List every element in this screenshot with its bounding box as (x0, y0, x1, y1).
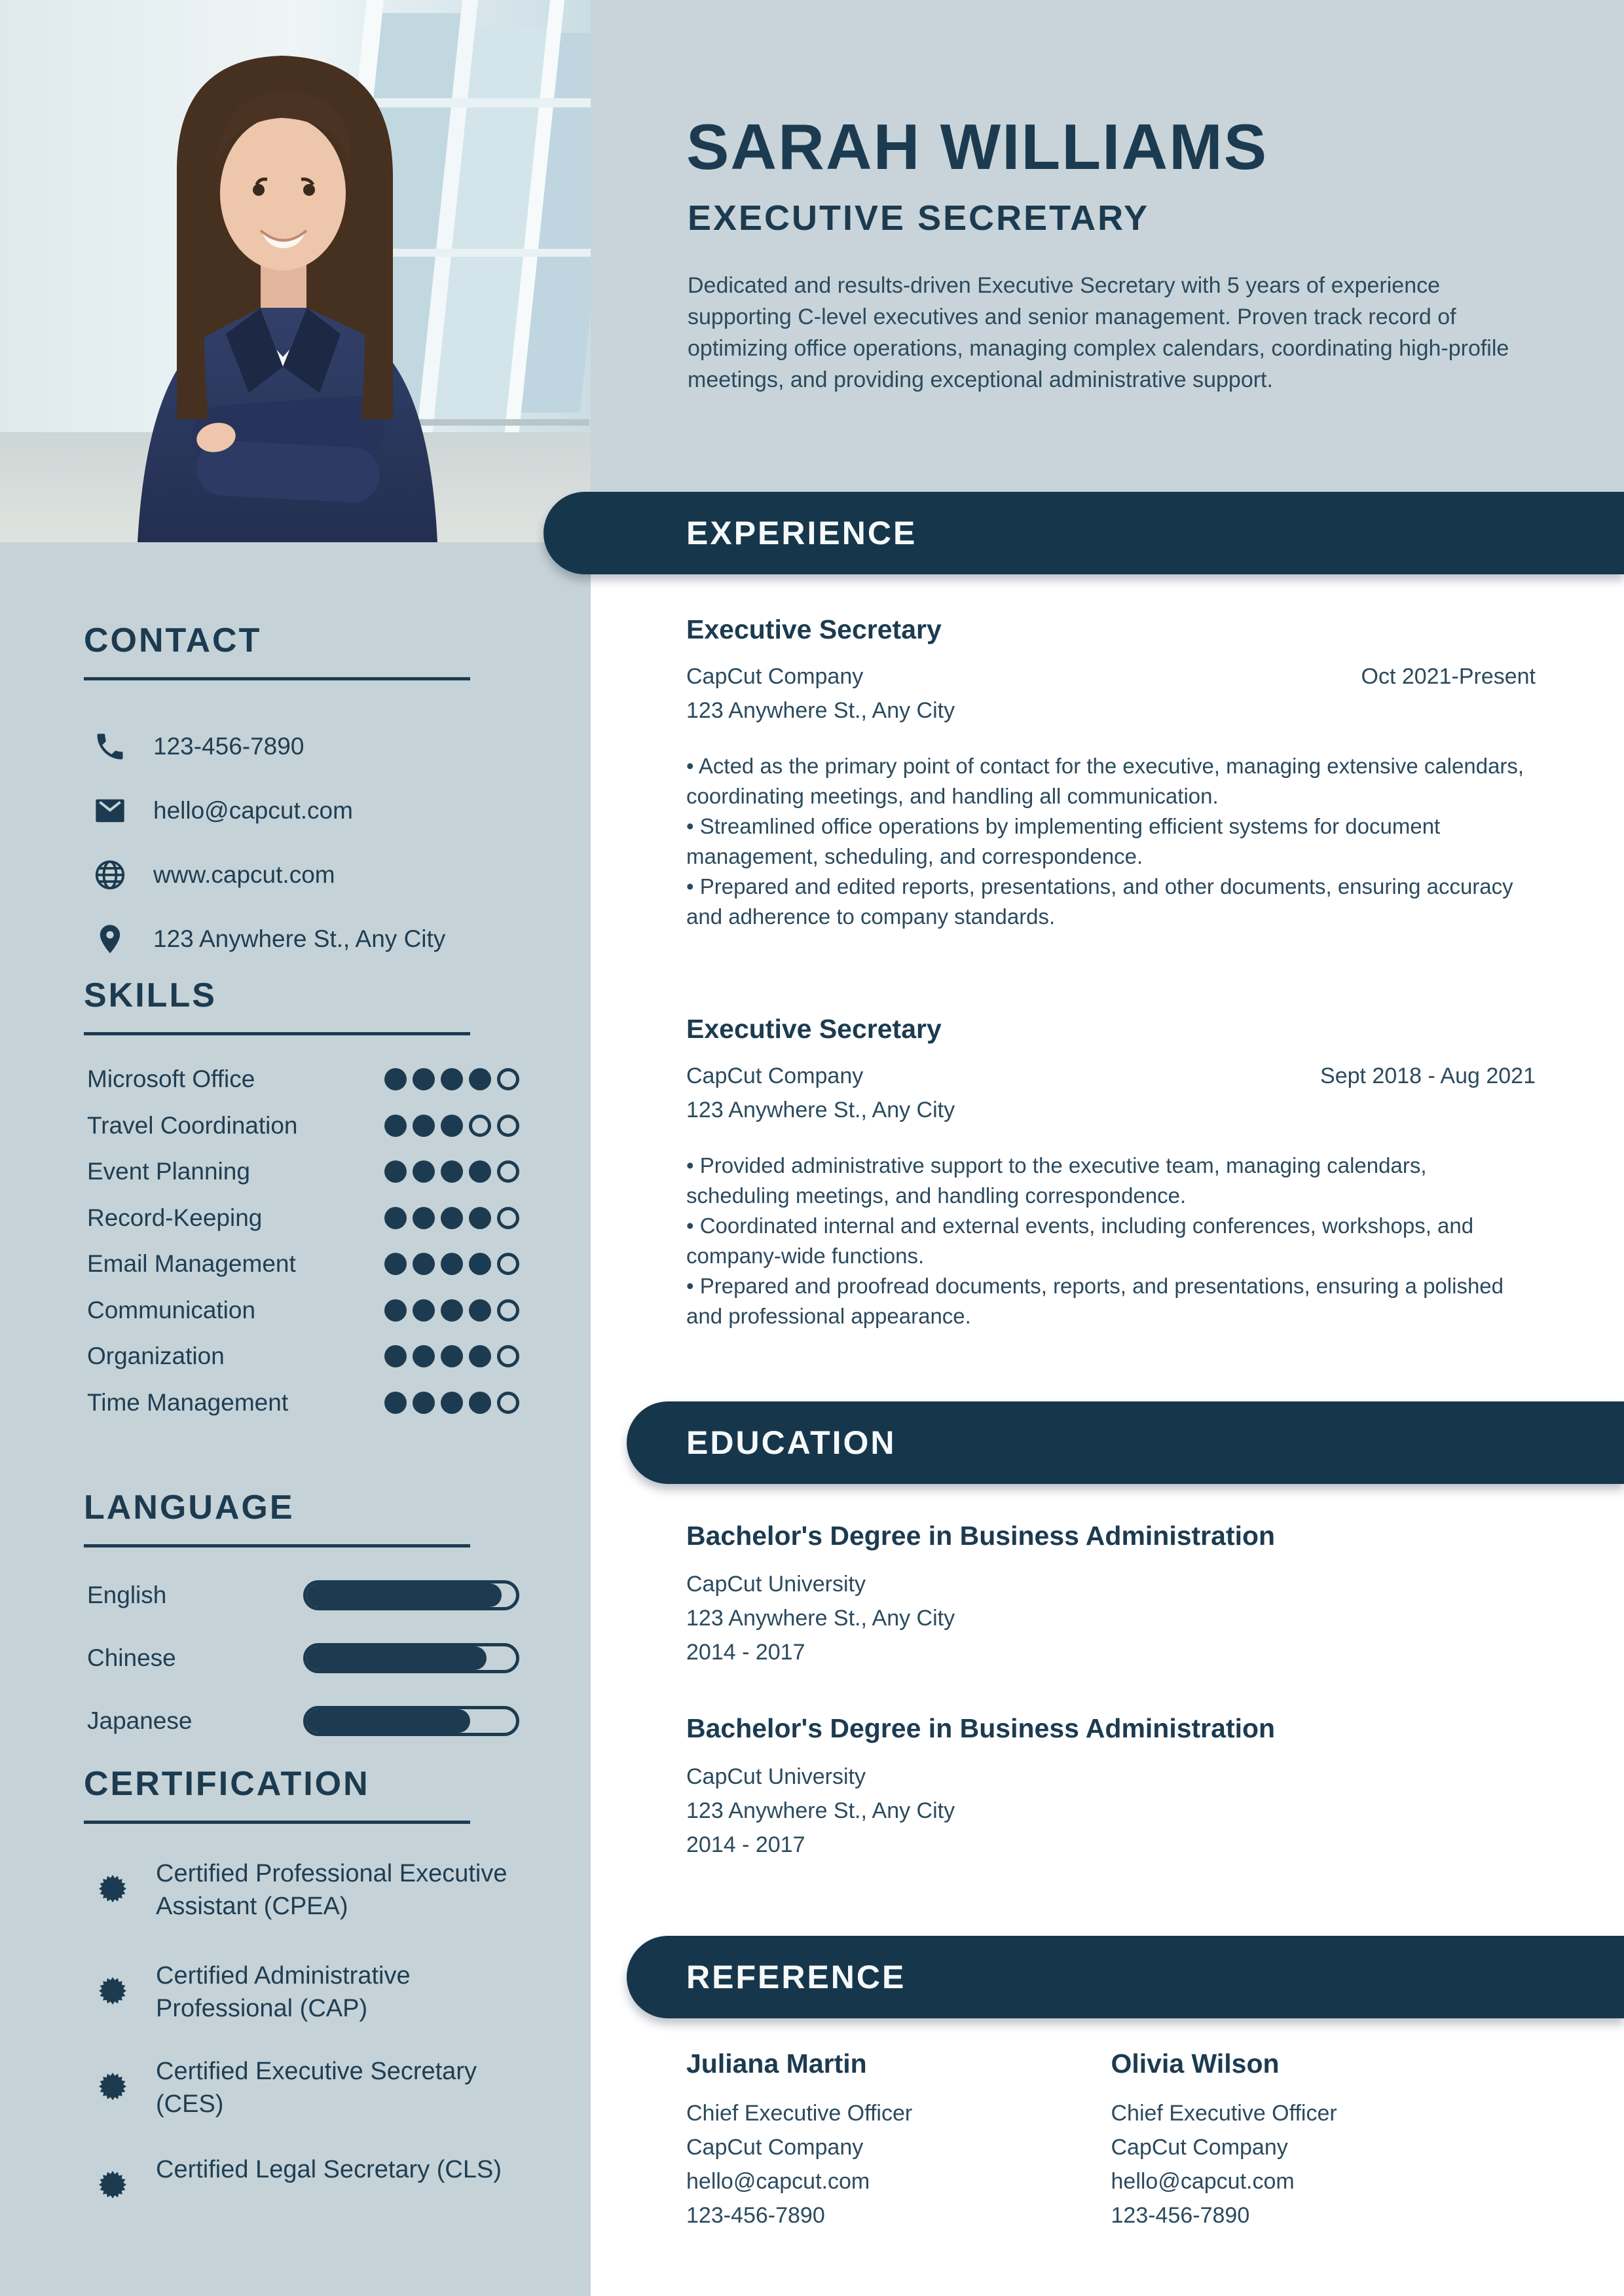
degree-school (686, 1760, 1536, 1794)
job-bullet: • Streamlined office operations by implementing efficient systems for document management, scheduling, and correspondence. (686, 814, 1441, 868)
level-dot-filled (384, 1207, 407, 1229)
skill-label: Communication (87, 1296, 256, 1324)
contact-item (92, 790, 353, 832)
language-item (87, 1577, 519, 1614)
skill-item (87, 1155, 519, 1189)
language-label: English (87, 1582, 167, 1608)
school-location: 123 Anywhere St., Any City (686, 1798, 955, 1823)
email-icon (92, 792, 128, 829)
skill-level-dots (384, 1299, 519, 1322)
job-company: CapCut Company (686, 664, 864, 689)
level-dot-filled (469, 1253, 491, 1275)
person-role: EXECUTIVE SECRETARY (688, 198, 1150, 238)
profile-summary: Dedicated and results-driven Executive Secretary with 5 years of experience supporting C-level executives and senior management. Proven track record of optimizing office operations, managing complex calendars, coordinating high-profile meetings, and providing exceptional administrative support. (688, 273, 1509, 392)
level-dot-filled (469, 1345, 491, 1367)
certification-item (98, 1857, 517, 1923)
phone-icon (92, 728, 128, 765)
reference-name: Olivia Wilson (1111, 2048, 1280, 2079)
level-dot-filled (469, 1160, 491, 1183)
experience-banner (544, 492, 1624, 574)
certificate-seal-icon (98, 1976, 127, 2005)
job-meta (686, 659, 1536, 694)
level-dot-empty (497, 1207, 519, 1229)
level-dot-filled (413, 1299, 435, 1322)
reference-details (686, 2096, 1111, 2232)
certificate-seal-icon (98, 2072, 127, 2101)
experience-heading: EXPERIENCE (686, 515, 917, 551)
reference-name: Juliana Martin (686, 2048, 867, 2079)
level-dot-empty (497, 1160, 519, 1183)
job-bullet: • Provided administrative support to the executive team, managing calendars, scheduling meetings, and handling correspondence. (686, 1153, 1427, 1208)
reference-title: Chief Executive Officer (686, 2101, 913, 2126)
level-dot-filled (413, 1253, 435, 1275)
language-label: Chinese (87, 1644, 176, 1671)
level-dot-filled (384, 1299, 407, 1322)
language-label: Japanese (87, 1707, 193, 1734)
contact-heading: CONTACT (84, 621, 470, 680)
location-icon (92, 921, 128, 957)
certification-text: Certified Legal Secretary (CLS) (156, 2156, 502, 2183)
job-title: Executive Secretary (686, 1014, 942, 1044)
certification-heading: CERTIFICATION (84, 1764, 470, 1824)
language-section (84, 1488, 519, 1547)
education-banner (627, 1401, 1624, 1484)
skill-item (87, 1247, 519, 1281)
language-level-fill (306, 1709, 470, 1733)
level-dot-filled (413, 1345, 435, 1367)
skill-item (87, 1109, 519, 1143)
skill-level-dots (384, 1115, 519, 1137)
degree-years: 2014 - 2017 (686, 1640, 805, 1665)
level-dot-filled (413, 1068, 435, 1090)
language-level-bar (303, 1580, 519, 1610)
level-dot-empty (469, 1115, 491, 1137)
language-level-bar (303, 1706, 519, 1736)
certification-text: Certified Administrative Professional (CAP) (156, 1962, 411, 2022)
level-dot-filled (384, 1160, 407, 1183)
skill-label: Record-Keeping (87, 1204, 263, 1231)
skill-level-dots (384, 1345, 519, 1367)
job-location: 123 Anywhere St., Any City (686, 698, 955, 723)
skill-item (87, 1339, 519, 1373)
language-level-fill (306, 1583, 502, 1607)
contact-item (92, 854, 335, 896)
reference-title: Chief Executive Officer (1111, 2101, 1337, 2126)
certification-item (98, 2153, 517, 2199)
reference-banner (627, 1936, 1624, 2018)
degree-title: Bachelor's Degree in Business Administration (686, 1713, 1276, 1743)
degree-school (686, 1567, 1536, 1601)
job-title: Executive Secretary (686, 614, 942, 644)
degree-title: Bachelor's Degree in Business Administration (686, 1521, 1276, 1551)
job-bullet: • Acted as the primary point of contact for the executive, managing extensive calendars, coordinating meetings, and handling all communication. (686, 754, 1524, 808)
certification-section (84, 1764, 519, 1824)
level-dot-filled (441, 1115, 463, 1137)
skill-level-dots (384, 1392, 519, 1414)
language-heading: LANGUAGE (84, 1488, 470, 1547)
level-dot-filled (441, 1068, 463, 1090)
reference-company: CapCut Company (1111, 2135, 1288, 2160)
level-dot-filled (384, 1392, 407, 1414)
skill-label: Email Management (87, 1250, 296, 1277)
reference-heading: REFERENCE (686, 1959, 906, 1995)
level-dot-filled (384, 1345, 407, 1367)
certificate-seal-icon (98, 1874, 127, 1903)
language-level-fill (306, 1646, 487, 1670)
job-bullet: • Prepared and proofread documents, reports, and presentations, ensuring a polished and professional appearance. (686, 1274, 1504, 1328)
degree-years: 2014 - 2017 (686, 1832, 805, 1857)
skills-section (84, 976, 519, 1035)
education-heading: EDUCATION (686, 1424, 896, 1461)
level-dot-filled (441, 1160, 463, 1183)
school-location: 123 Anywhere St., Any City (686, 1606, 955, 1631)
reference-details (1111, 2096, 1536, 2232)
job-location: 123 Anywhere St., Any City (686, 1098, 955, 1122)
language-item (87, 1640, 519, 1676)
school-name: CapCut University (686, 1764, 866, 1789)
reference-phone: 123-456-7890 (1111, 2203, 1250, 2228)
reference-person (686, 2048, 1111, 2232)
contact-item (92, 726, 304, 768)
profile-photo (0, 0, 591, 542)
level-dot-filled (441, 1299, 463, 1322)
reference-email: hello@capcut.com (686, 2169, 870, 2194)
level-dot-filled (384, 1115, 407, 1137)
level-dot-filled (469, 1299, 491, 1322)
job-bullet: • Prepared and edited reports, presentations, and other documents, ensuring accuracy and adherence to company standards. (686, 874, 1513, 929)
contact-text: 123-456-7890 (153, 733, 304, 760)
skill-level-dots (384, 1253, 519, 1275)
contact-text: hello@capcut.com (153, 797, 353, 824)
level-dot-empty (497, 1068, 519, 1090)
skill-label: Time Management (87, 1388, 289, 1416)
certification-text: Certified Executive Secretary (CES) (156, 2058, 477, 2118)
level-dot-filled (441, 1207, 463, 1229)
level-dot-filled (413, 1207, 435, 1229)
skill-label: Travel Coordination (87, 1111, 298, 1139)
skills-heading: SKILLS (84, 976, 470, 1035)
language-item (87, 1703, 519, 1739)
level-dot-filled (441, 1392, 463, 1414)
language-level-bar (303, 1643, 519, 1673)
level-dot-empty (497, 1392, 519, 1414)
skill-label: Organization (87, 1342, 225, 1369)
skill-label: Event Planning (87, 1158, 250, 1185)
job-meta (686, 1059, 1536, 1093)
reference-phone: 123-456-7890 (686, 2203, 825, 2228)
skill-label: Microsoft Office (87, 1065, 255, 1092)
level-dot-filled (413, 1160, 435, 1183)
level-dot-filled (469, 1207, 491, 1229)
skill-level-dots (384, 1207, 519, 1229)
reference-email: hello@capcut.com (1111, 2169, 1295, 2194)
skill-item (87, 1293, 519, 1327)
skill-item (87, 1386, 519, 1420)
skill-item (87, 1062, 519, 1096)
skill-level-dots (384, 1068, 519, 1090)
globe-icon (92, 857, 128, 893)
job-dates: Sept 2018 - Aug 2021 (1320, 1064, 1536, 1088)
contact-text: www.capcut.com (153, 861, 335, 888)
level-dot-filled (413, 1392, 435, 1414)
job-bullet: • Coordinated internal and external events, including conferences, workshops, and company-wide functions. (686, 1213, 1474, 1268)
level-dot-filled (469, 1068, 491, 1090)
job-entry (686, 1014, 1536, 1331)
profile-photo-illustration (0, 0, 591, 542)
level-dot-filled (384, 1253, 407, 1275)
level-dot-filled (384, 1068, 407, 1090)
level-dot-empty (497, 1253, 519, 1275)
person-name: SARAH WILLIAMS (686, 111, 1268, 183)
level-dot-filled (413, 1115, 435, 1137)
certification-text: Certified Professional Executive Assistant (CPEA) (156, 1860, 507, 1920)
job-entry (686, 614, 1536, 932)
education-entry (686, 1521, 1536, 1669)
contact-item (92, 918, 445, 960)
education-entry (686, 1713, 1536, 1862)
contact-text: 123 Anywhere St., Any City (153, 925, 446, 952)
reference-columns (686, 2048, 1536, 2232)
level-dot-filled (441, 1253, 463, 1275)
certification-item (98, 2055, 517, 2120)
level-dot-empty (497, 1299, 519, 1322)
contact-section (84, 621, 519, 680)
level-dot-filled (469, 1392, 491, 1414)
school-name: CapCut University (686, 1572, 866, 1597)
job-bullets (686, 1151, 1536, 1331)
level-dot-empty (497, 1115, 519, 1137)
certification-item (98, 1959, 517, 2025)
job-bullets (686, 751, 1536, 932)
skill-item (87, 1201, 519, 1235)
job-dates: Oct 2021-Present (1361, 664, 1536, 689)
reference-person (1111, 2048, 1536, 2232)
certificate-seal-icon (98, 2170, 127, 2199)
reference-company: CapCut Company (686, 2135, 864, 2160)
skill-level-dots (384, 1160, 519, 1183)
job-company: CapCut Company (686, 1064, 864, 1088)
level-dot-filled (441, 1345, 463, 1367)
level-dot-empty (497, 1345, 519, 1367)
